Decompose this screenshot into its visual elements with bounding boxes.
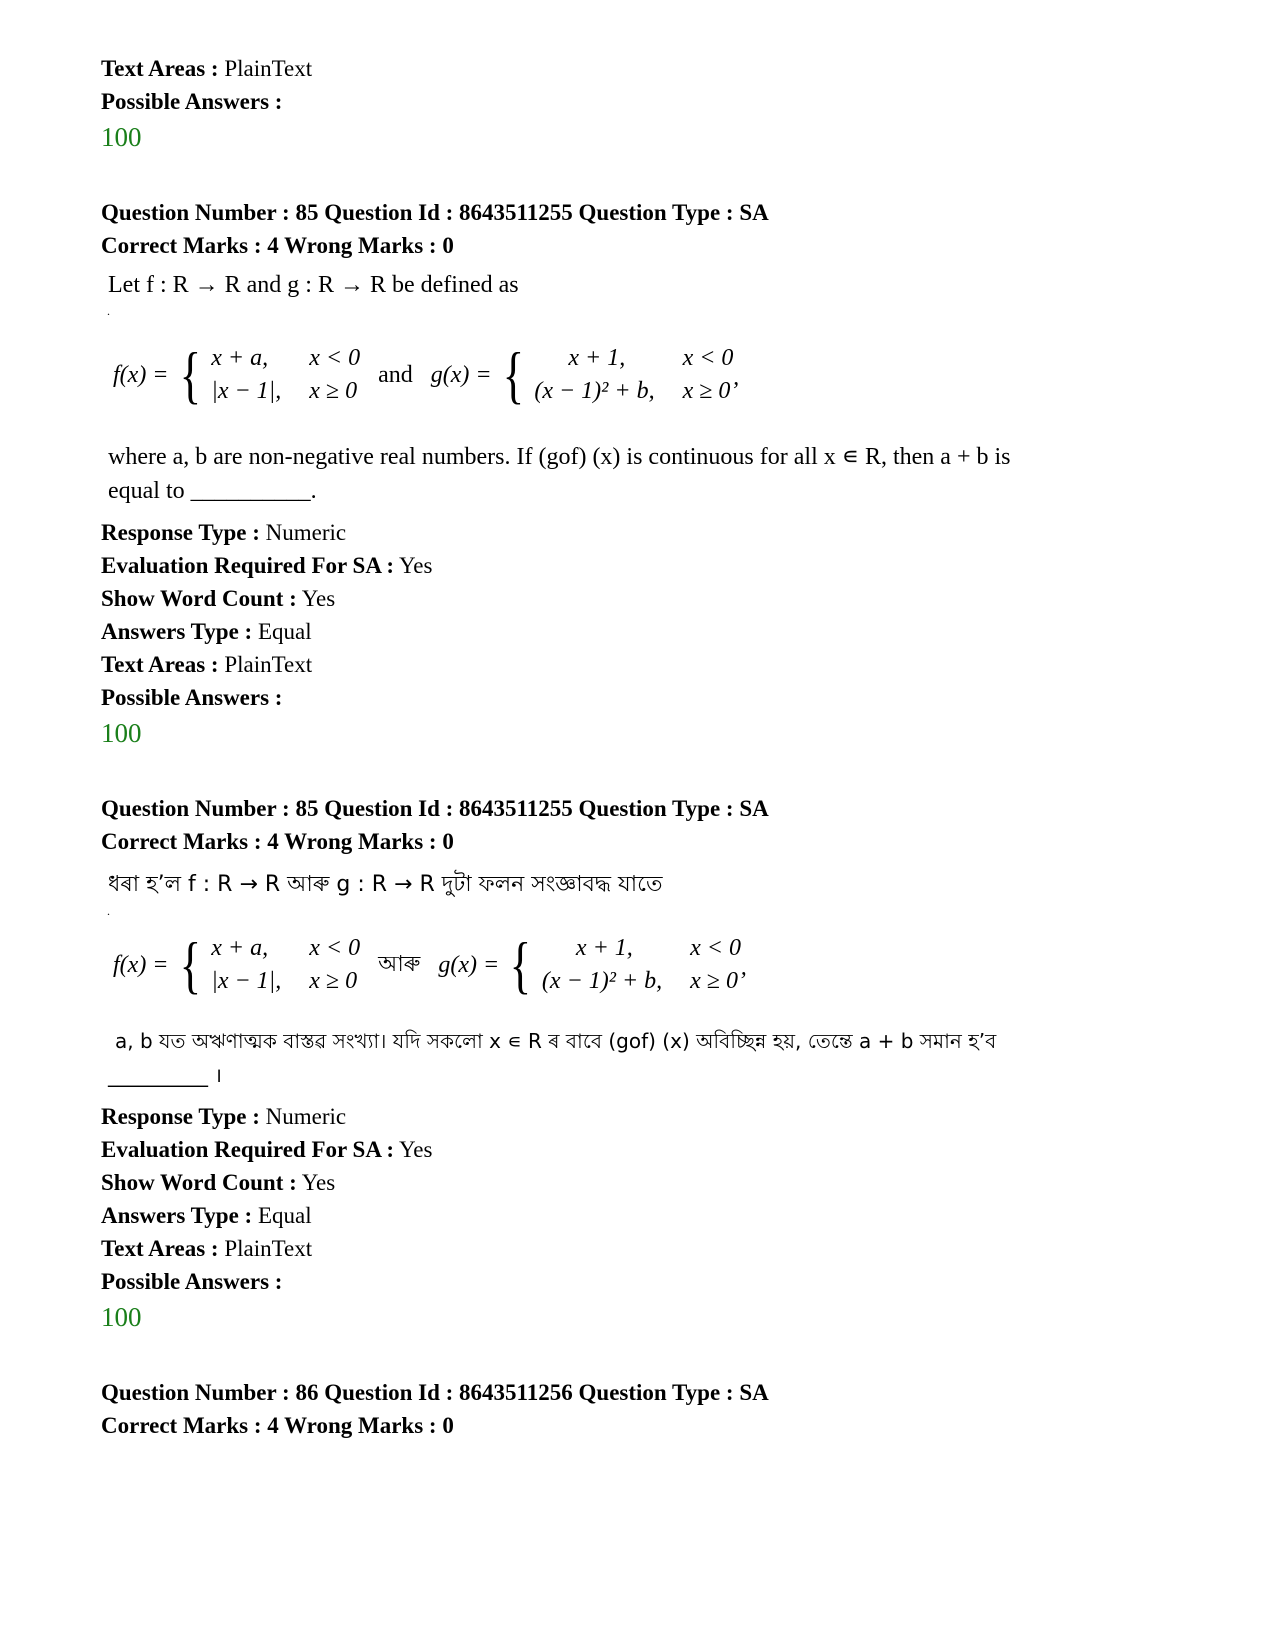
possible-answer: 100 <box>101 1302 142 1332</box>
question-intro: Let f : R → R and g : R → R be defined as <box>108 272 519 298</box>
field-label: Possible Answers : <box>101 89 283 114</box>
text-areas-row: Text Areas : PlainText <box>101 1236 313 1261</box>
question-body: where a, b are non-negative real numbers. If (gof) (x) is continuous for all x ∊ R, then a + b is <box>108 444 1011 470</box>
conjunction: and <box>378 361 413 388</box>
g-label: g(x) = <box>438 951 500 978</box>
question-body-2: __________ । <box>108 1063 222 1087</box>
word-count-row: Show Word Count : Yes <box>101 1170 336 1195</box>
possible-answers-row <box>101 85 1211 118</box>
evaluation-row: Evaluation Required For SA : Yes <box>101 553 433 578</box>
answers-type-row: Answers Type : Equal <box>101 1203 312 1228</box>
question-header: Question Number : 85 Question Id : 8643511255 Question Type : SA <box>101 200 769 225</box>
question-body-2: equal to __________. <box>108 478 317 504</box>
f-label: f(x) = <box>113 951 169 978</box>
field-label: Text Areas : <box>101 56 219 81</box>
function-definitions <box>113 920 1211 1010</box>
word-count-row: Show Word Count : Yes <box>101 586 336 611</box>
g-cases: x + 1, x < 0 (x − 1)² + b, x ≥ 0’ <box>541 935 746 994</box>
left-brace: { <box>179 929 201 1000</box>
left-brace: { <box>509 929 532 1000</box>
possible-answer: 100 <box>101 122 142 152</box>
f-label: f(x) = <box>113 361 169 388</box>
question-marks: Correct Marks : 4 Wrong Marks : 0 <box>101 1413 454 1438</box>
g-label: g(x) = <box>430 361 492 388</box>
possible-answer: 100 <box>101 718 142 748</box>
response-type-row: Response Type : Numeric <box>101 520 347 545</box>
possible-answers-row: Possible Answers : <box>101 1269 283 1294</box>
f-cases: x + a, x < 0 |x − 1|, x ≥ 0 <box>211 345 361 404</box>
text-areas-row: Text Areas : PlainText <box>101 652 313 677</box>
g-cases: x + 1, x < 0 (x − 1)² + b, x ≥ 0’ <box>534 345 739 404</box>
function-definitions <box>113 320 1211 430</box>
question-header: Question Number : 86 Question Id : 8643511256 Question Type : SA <box>101 1380 769 1405</box>
text-areas-row <box>101 52 1211 85</box>
response-type-row: Response Type : Numeric <box>101 1104 347 1129</box>
document-page: Text Areas : PlainText Possible Answers : 100 Question Number : 85 Question Id : 8643511255 Question Type : SA Correct Marks : 4 Wrong Marks : 0 Let f : R → R and g : R → R be defined as . f(x) = { x + a, x < 0 |x − 1|, x ≥ 0 and g(x) = { x + 1, x < 0 (x − 1)² + b, x ≥ 0’ where a, b are non-negative real numbers. If (gof) (x) is continuous for all x ∊ R, then a + b is equal to __________. Response Type : Numeric Evaluation Required For SA : Yes Show Word Count : Yes Answers Type : Equal Text Areas : PlainText Possible Answers : 100 Question Number : 85 Question Id : 8643511255 Question Type : SA Correct Marks : 4 Wrong Marks : 0 ধৰা হ’ল f : R → R আৰু g : R → R দুটা ফলন সংজ্ঞাবদ্ধ যাতে . f(x) = { x + a, x < 0 |x − 1|, x ≥ 0 আৰু g(x) = { x + 1, x < 0 (x − 1)² + b, x ≥ 0’ a, b যত অঋণাত্মক বাস্তৱ সংখ্যা। যদি সকলো x ∊ R ৰ বাবে (gof) (x) অবিচ্ছিন্ন হয়, তেন্তে a + b সমান হ’ব __________ । Response Type : Numeric Evaluation Required For SA : Yes Show Word Count : Yes Answers Type : Equal Text Areas : PlainText Possible Answers : 100 Question Number : 86 Question Id : 8643511256 Question Type : SA Correct Marks : 4 Wrong Marks : 0 <box>101 52 1211 1442</box>
question-marks: Correct Marks : 4 Wrong Marks : 0 <box>101 233 454 258</box>
question-marks: Correct Marks : 4 Wrong Marks : 0 <box>101 829 454 854</box>
conjunction: আৰু <box>378 951 421 977</box>
field-value: PlainText <box>224 56 313 81</box>
question-intro: ধৰা হ’ল f : R → R আৰু g : R → R দুটা ফলন সংজ্ঞাবদ্ধ যাতে <box>108 872 663 897</box>
f-cases: x + a, x < 0 |x − 1|, x ≥ 0 <box>211 935 361 994</box>
question-header: Question Number : 85 Question Id : 8643511255 Question Type : SA <box>101 796 769 821</box>
answers-type-row: Answers Type : Equal <box>101 619 312 644</box>
question-body: a, b যত অঋণাত্মক বাস্তৱ সংখ্যা। যদি সকলো x ∊ R ৰ বাবে (gof) (x) অবিচ্ছিন্ন হয়, তেন্তে a + b সমান হ’ব <box>115 1029 997 1053</box>
left-brace: { <box>179 339 201 410</box>
evaluation-row: Evaluation Required For SA : Yes <box>101 1137 433 1162</box>
left-brace: { <box>502 339 524 410</box>
possible-answers-row: Possible Answers : <box>101 685 283 710</box>
